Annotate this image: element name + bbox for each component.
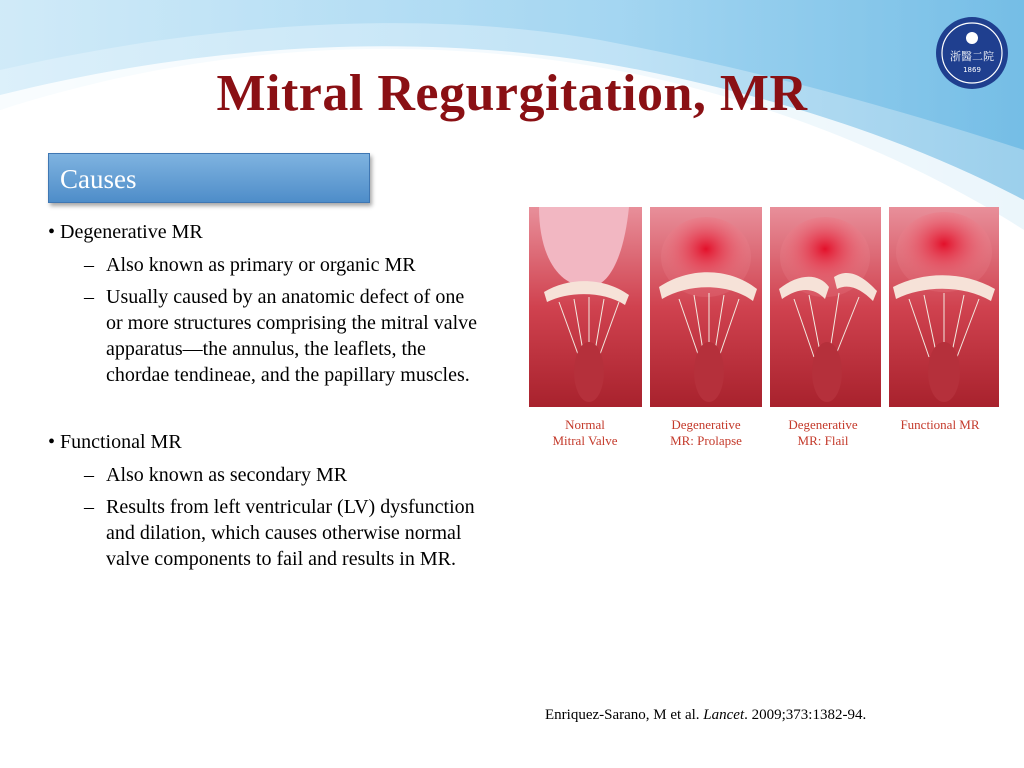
normal-valve-image bbox=[529, 207, 642, 407]
caption-prolapse bbox=[651, 417, 761, 449]
sub-bullet-text: Also known as primary or organic MR bbox=[106, 254, 416, 276]
caption-line: MR: Flail bbox=[797, 433, 849, 448]
bullet-degenerative: • Degenerative MR bbox=[48, 221, 203, 243]
dash-marker: – bbox=[84, 464, 94, 486]
caption-normal bbox=[530, 417, 640, 449]
bullet-functional: • Functional MR bbox=[48, 431, 182, 453]
citation bbox=[545, 707, 866, 724]
logo-text: 浙醫二院 bbox=[950, 50, 994, 63]
flail-valve-image bbox=[770, 207, 881, 407]
page-title: Mitral Regurgitation, MR bbox=[216, 65, 808, 122]
dash-marker: – bbox=[84, 496, 94, 518]
caption-line: Functional MR bbox=[900, 417, 980, 432]
sub-bullet bbox=[84, 462, 484, 488]
caption-line: Degenerative bbox=[671, 417, 741, 432]
sub-bullet-text: Usually caused by an anatomic defect of one or more structures comprising the mitral valve apparatus—the annulus, the leaflets, the chordae tendineae, and the papillary muscles. bbox=[106, 286, 478, 386]
dash-marker: – bbox=[84, 286, 94, 308]
caption-line: Degenerative bbox=[788, 417, 858, 432]
section-label: Causes bbox=[48, 153, 370, 203]
sub-bullet bbox=[84, 284, 484, 388]
dash-marker: – bbox=[84, 254, 94, 276]
citation-journal: Lancet bbox=[703, 707, 745, 723]
citation-authors: Enriquez-Sarano, M et al. bbox=[545, 707, 704, 723]
caption-flail bbox=[768, 417, 878, 449]
caption-line: Mitral Valve bbox=[552, 433, 618, 448]
sub-bullet bbox=[84, 494, 484, 572]
caption-functional bbox=[885, 417, 995, 433]
sub-bullet bbox=[84, 252, 484, 278]
logo-year: 1869 bbox=[963, 66, 981, 74]
functional-mr-image bbox=[889, 207, 999, 407]
mitral-valve-illustrations bbox=[529, 207, 999, 407]
sub-bullet-text: Also known as secondary MR bbox=[106, 464, 348, 486]
caption-line: MR: Prolapse bbox=[670, 433, 742, 448]
caption-line: Normal bbox=[565, 417, 605, 432]
prolapse-valve-image bbox=[650, 207, 762, 407]
sub-bullet-text: Results from left ventricular (LV) dysfunction and dilation, which causes otherwise normal valve components to fail and results in MR. bbox=[106, 496, 475, 570]
citation-details: . 2009;373:1382-94. bbox=[744, 707, 867, 723]
